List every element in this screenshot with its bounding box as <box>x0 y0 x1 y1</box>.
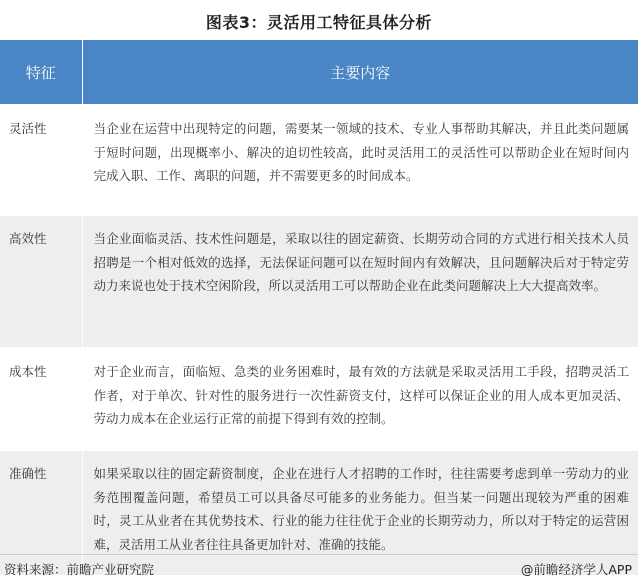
feature-name: 灵活性 <box>0 105 82 215</box>
feature-description: 当企业在运营中出现特定的问题，需要某一领域的技术、专业人事帮助其解决，并且此类问题属于短时问题，出现概率小、解决的迫切性较高，此时灵活用工的灵活性可以帮助企业在短时间内完成入职、工作、离职的问题，并不需要更多的时间成本。 <box>82 105 638 215</box>
figure-title: 图表3：灵活用工特征具体分析 <box>205 13 433 32</box>
feature-name: 高效性 <box>0 215 82 348</box>
table-header-row <box>0 40 638 105</box>
feature-name: 成本性 <box>0 348 82 450</box>
feature-description: 对于企业而言，面临短、急类的业务困难时，最有效的方法就是采取灵活用工手段，招聘灵活工作者，对于单次、针对性的服务进行一次性薪资支付，这样可以保证企业的用人成本更加灵活、劳动力成本在企业运行正常的前提下得到有效的控制。 <box>82 348 638 450</box>
feature-description: 如果采取以往的固定薪资制度，企业在进行人才招聘的工作时，往往需要考虑到单一劳动力的业务范围覆盖问题，希望员工可以具备尽可能多的业务能力。但当某一问题出现较为严重的困难时，灵工从业者在其优势技术、行业的能力往往优于企业的长期劳动力，所以对于特定的运营困难，灵活用工从业者往往具备更加针对、准确的技能。 <box>82 450 638 575</box>
feature-table <box>0 40 638 575</box>
table-row <box>0 105 638 215</box>
column-header-content: 主要内容 <box>82 40 638 105</box>
source-note: 资料来源：前瞻产业研究院 <box>4 562 155 577</box>
brand-credit: @前瞻经济学人APP <box>520 562 632 577</box>
feature-name: 准确性 <box>0 450 82 575</box>
table-row <box>0 348 638 450</box>
feature-description: 当企业面临灵活、技术性问题是，采取以往的固定薪资、长期劳动合同的方式进行相关技术人员招聘是一个相对低效的选择，无法保证问题可以在短时间内有效解决，且问题解决后对于特定劳动力来说也处于技术空闲阶段，所以灵活用工可以帮助企业在此类问题解决上大大提高效率。 <box>82 215 638 348</box>
footer <box>0 554 638 579</box>
column-header-feature: 特征 <box>0 40 82 105</box>
table-row <box>0 215 638 348</box>
